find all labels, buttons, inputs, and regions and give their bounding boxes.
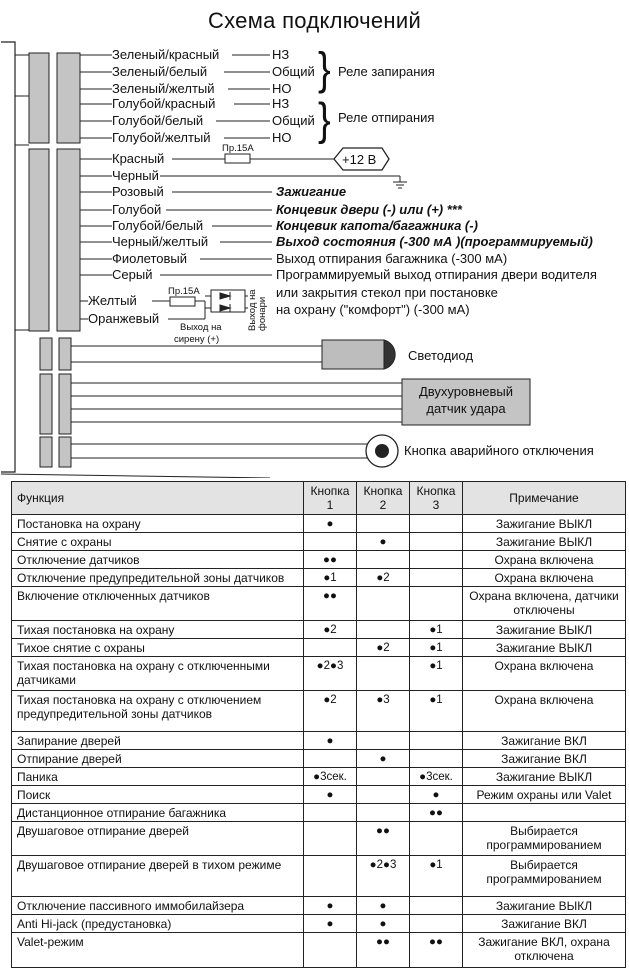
button-3-cell — [410, 515, 463, 533]
table-row — [12, 621, 626, 639]
desc-driver-door-output-2: или закрытия стекол при постановке — [276, 285, 498, 300]
table-row — [12, 804, 626, 822]
function-cell: Отключение датчиков — [12, 551, 304, 569]
button-1-cell — [304, 932, 357, 967]
connector-sensor-left — [40, 374, 52, 434]
header-button-3: Кнопка 3 — [410, 482, 463, 515]
note-cell: Охрана включена, датчики отключены — [463, 587, 626, 621]
led-label: Светодиод — [408, 348, 474, 363]
button-3-cell — [410, 749, 463, 767]
wire-label-black-yellow: Черный/желтый — [112, 234, 209, 249]
siren-output-label-2: сирену (+) — [174, 334, 220, 345]
button-3-cell — [410, 822, 463, 856]
button-1-cell: ●2 — [304, 621, 357, 639]
table-row — [12, 749, 626, 767]
button-1-cell: ● — [304, 515, 357, 533]
button-2-cell — [357, 657, 410, 691]
wire-label-pink: Розовый — [112, 184, 164, 199]
note-cell: Зажигание ВКЛ — [463, 731, 626, 749]
note-cell: Охрана включена — [463, 569, 626, 587]
button-3-cell: ●1 — [410, 657, 463, 691]
table-row — [12, 587, 626, 621]
brace-unlock: } — [318, 93, 331, 145]
page-title: Схема подключений — [207, 8, 422, 33]
function-cell: Тихая постановка на охрану с отключенными датчиками — [12, 657, 304, 691]
button-1-cell: ●2●3 — [304, 657, 357, 691]
table-row — [12, 551, 626, 569]
wire-label-black: Черный — [112, 168, 159, 183]
button-3-cell: ●● — [410, 932, 463, 967]
contact-no-lock: НО — [272, 81, 292, 96]
button-2-cell: ● — [357, 749, 410, 767]
note-cell: Зажигание ВКЛ — [463, 749, 626, 767]
table-row — [12, 639, 626, 657]
connector-relay-right — [57, 53, 80, 143]
note-cell: Зажигание ВЫКЛ — [463, 896, 626, 914]
desc-door-switch: Концевик двери (-) или (+) *** — [276, 202, 462, 217]
button-2-cell: ● — [357, 533, 410, 551]
wire-label-blue-white: Голубой/белый — [112, 113, 204, 128]
desc-driver-door-output: Программируемый выход отпирания двери водителя — [276, 267, 597, 282]
button-1-cell — [304, 533, 357, 551]
button-2-cell — [357, 767, 410, 785]
function-cell: Двушаговое отпирание дверей — [12, 822, 304, 856]
button-3-cell: ● — [410, 786, 463, 804]
button-2-cell — [357, 587, 410, 621]
wire-label-green-yellow: Зеленый/желтый — [112, 81, 215, 96]
note-cell: Охрана включена — [463, 657, 626, 691]
button-3-cell: ●3сек. — [410, 767, 463, 785]
function-cell: Постановка на охрану — [12, 515, 304, 533]
button-3-cell: ●1 — [410, 621, 463, 639]
function-cell: Снятие с охраны — [12, 533, 304, 551]
fuse-power-label: Пр.15А — [222, 143, 254, 154]
button-1-cell — [304, 749, 357, 767]
button-1-cell: ● — [304, 786, 357, 804]
button-1-cell — [304, 804, 357, 822]
button-1-cell — [304, 822, 357, 856]
button-1-cell: ● — [304, 896, 357, 914]
note-cell: Зажигание ВЫКЛ — [463, 639, 626, 657]
table-row — [12, 767, 626, 785]
function-cell: Тихая постановка на охрану — [12, 621, 304, 639]
button-2-cell: ●2 — [357, 569, 410, 587]
button-1-cell: ●● — [304, 551, 357, 569]
table-row — [12, 691, 626, 731]
wire-label-green-white: Зеленый/белый — [112, 64, 208, 79]
fuse-siren-label: Пр.15А — [168, 286, 200, 297]
function-cell: Запирание дверей — [12, 731, 304, 749]
table-row — [12, 914, 626, 932]
function-cell: Дистанционное отпирание багажника — [12, 804, 304, 822]
siren-output-label-1: Выход на — [180, 322, 222, 333]
contact-nc-lock: НЗ — [272, 47, 290, 62]
led-body — [322, 340, 384, 369]
wire-label-orange: Оранжевый — [88, 311, 160, 326]
button-3-cell — [410, 914, 463, 932]
button-2-cell — [357, 804, 410, 822]
function-table — [11, 481, 626, 968]
desc-status-output: Выход состояния (-300 мА )(программируемый) — [276, 234, 593, 249]
button-1-cell — [304, 639, 357, 657]
button-2-cell: ●3 — [357, 691, 410, 731]
shock-sensor-label-2: датчик удара — [426, 401, 506, 416]
table-row — [12, 896, 626, 914]
button-3-cell: ●● — [410, 804, 463, 822]
note-cell: Выбирается программированием — [463, 822, 626, 856]
module-outline — [1, 42, 15, 472]
diagram-bottom-line — [1, 474, 270, 478]
note-cell — [463, 804, 626, 822]
table-row — [12, 533, 626, 551]
function-cell: Двушаговое отпирание дверей в тихом режиме — [12, 856, 304, 896]
note-cell: Выбирается программированием — [463, 856, 626, 896]
wiring-diagram — [0, 0, 629, 478]
function-cell: Поиск — [12, 786, 304, 804]
wire-label-blue-yellow: Голубой/желтый — [112, 130, 211, 145]
table-row — [12, 822, 626, 856]
desc-driver-door-output-3: на охрану ("комфорт") (-300 мА) — [276, 302, 470, 317]
led-dome — [384, 340, 395, 369]
connector-button-right — [59, 437, 71, 467]
button-3-cell — [410, 896, 463, 914]
function-cell: Отключение пассивного иммобилайзера — [12, 896, 304, 914]
relay-unlock-label: Реле отпирания — [338, 110, 435, 125]
button-2-cell — [357, 515, 410, 533]
button-1-cell: ●3сек. — [304, 767, 357, 785]
contact-common-unlock: Общий — [272, 113, 315, 128]
table-row — [12, 856, 626, 896]
button-1-cell: ●2 — [304, 691, 357, 731]
note-cell: Зажигание ВКЛ — [463, 914, 626, 932]
function-cell: Паника — [12, 767, 304, 785]
table-row — [12, 657, 626, 691]
header-button-1: Кнопка 1 — [304, 482, 357, 515]
button-2-cell: ●● — [357, 932, 410, 967]
function-cell: Отпирание дверей — [12, 749, 304, 767]
brace-lock: } — [318, 42, 331, 94]
connector-main-left — [29, 149, 49, 331]
function-cell: Отключение предупредительной зоны датчиков — [12, 569, 304, 587]
table-row — [12, 786, 626, 804]
table-row — [12, 515, 626, 533]
button-2-cell: ● — [357, 896, 410, 914]
connector-main-right — [57, 149, 80, 331]
wire-label-yellow: Желтый — [88, 293, 137, 308]
note-cell: Зажигание ВКЛ, охрана отключена — [463, 932, 626, 967]
contact-no-unlock: НО — [272, 130, 292, 145]
desc-ignition: Зажигание — [276, 184, 347, 199]
header-button-2: Кнопка 2 — [357, 482, 410, 515]
note-cell: Охрана включена — [463, 551, 626, 569]
relay-lock-label: Реле запирания — [338, 64, 435, 79]
emergency-button-icon — [375, 444, 389, 458]
button-3-cell: ●1 — [410, 856, 463, 896]
button-1-cell: ● — [304, 731, 357, 749]
button-2-cell: ●● — [357, 822, 410, 856]
button-3-cell — [410, 569, 463, 587]
button-3-cell: ●1 — [410, 639, 463, 657]
wire-label-blue-red: Голубой/красный — [112, 96, 216, 111]
button-2-cell — [357, 551, 410, 569]
desc-hood-switch: Концевик капота/багажника (-) — [276, 218, 478, 233]
note-cell: Зажигание ВЫКЛ — [463, 533, 626, 551]
button-2-cell — [357, 621, 410, 639]
supply-12v-label: +12 В — [342, 152, 377, 167]
connector-button-left — [40, 437, 52, 467]
wire-label-red: Красный — [112, 151, 165, 166]
note-cell: Режим охраны или Valet — [463, 786, 626, 804]
desc-trunk-output: Выход отпирания багажника (-300 мА) — [276, 251, 508, 266]
note-cell: Охрана включена — [463, 691, 626, 731]
shock-sensor-label-1: Двухуровневый — [418, 384, 514, 399]
wire-label-violet: Фиолетовый — [112, 251, 188, 266]
connector-led-right — [59, 338, 71, 370]
button-1-cell — [304, 856, 357, 896]
button-3-cell — [410, 533, 463, 551]
button-2-cell — [357, 731, 410, 749]
table-row — [12, 569, 626, 587]
button-3-cell — [410, 731, 463, 749]
button-1-cell: ●● — [304, 587, 357, 621]
function-cell: Anti Hi-jack (предустановка) — [12, 914, 304, 932]
emergency-button-label: Кнопка аварийного отключения — [404, 443, 594, 458]
lights-output-label — [247, 289, 268, 331]
diode-pair — [211, 290, 245, 312]
button-3-cell — [410, 587, 463, 621]
button-2-cell: ● — [357, 914, 410, 932]
function-cell: Тихое снятие с охраны — [12, 639, 304, 657]
fuse-siren — [170, 297, 195, 306]
svg-text:фонари: фонари — [257, 296, 268, 331]
fuse-power — [225, 154, 250, 163]
connector-relay-left — [29, 53, 49, 143]
table-row — [12, 731, 626, 749]
header-function: Функция — [12, 482, 304, 515]
function-cell: Тихая постановка на охрану с отключением предупредительной зоны датчиков — [12, 691, 304, 731]
wire-label-gray: Серый — [112, 267, 153, 282]
button-2-cell — [357, 786, 410, 804]
function-cell: Valet-режим — [12, 932, 304, 967]
wire-label-blue-white-2: Голубой/белый — [112, 218, 204, 233]
note-cell: Зажигание ВЫКЛ — [463, 621, 626, 639]
table-header — [12, 482, 626, 515]
module-connectors — [29, 53, 80, 467]
table-row — [12, 932, 626, 967]
contact-nc-unlock: НЗ — [272, 96, 290, 111]
connector-led-left — [40, 338, 52, 370]
header-note: Примечание — [463, 482, 626, 515]
button-3-cell — [410, 551, 463, 569]
wire-label-green-red: Зеленый/красный — [112, 47, 220, 62]
button-1-cell: ● — [304, 914, 357, 932]
button-3-cell: ●1 — [410, 691, 463, 731]
button-2-cell: ●2●3 — [357, 856, 410, 896]
note-cell: Зажигание ВЫКЛ — [463, 767, 626, 785]
svg-text:Выход на: Выход на — [247, 289, 258, 331]
function-cell: Включение отключенных датчиков — [12, 587, 304, 621]
contact-common-lock: Общий — [272, 64, 315, 79]
button-2-cell: ●2 — [357, 639, 410, 657]
wire-label-blue: Голубой — [112, 202, 162, 217]
note-cell: Зажигание ВЫКЛ — [463, 515, 626, 533]
connector-sensor-right — [59, 374, 71, 434]
button-1-cell: ●1 — [304, 569, 357, 587]
